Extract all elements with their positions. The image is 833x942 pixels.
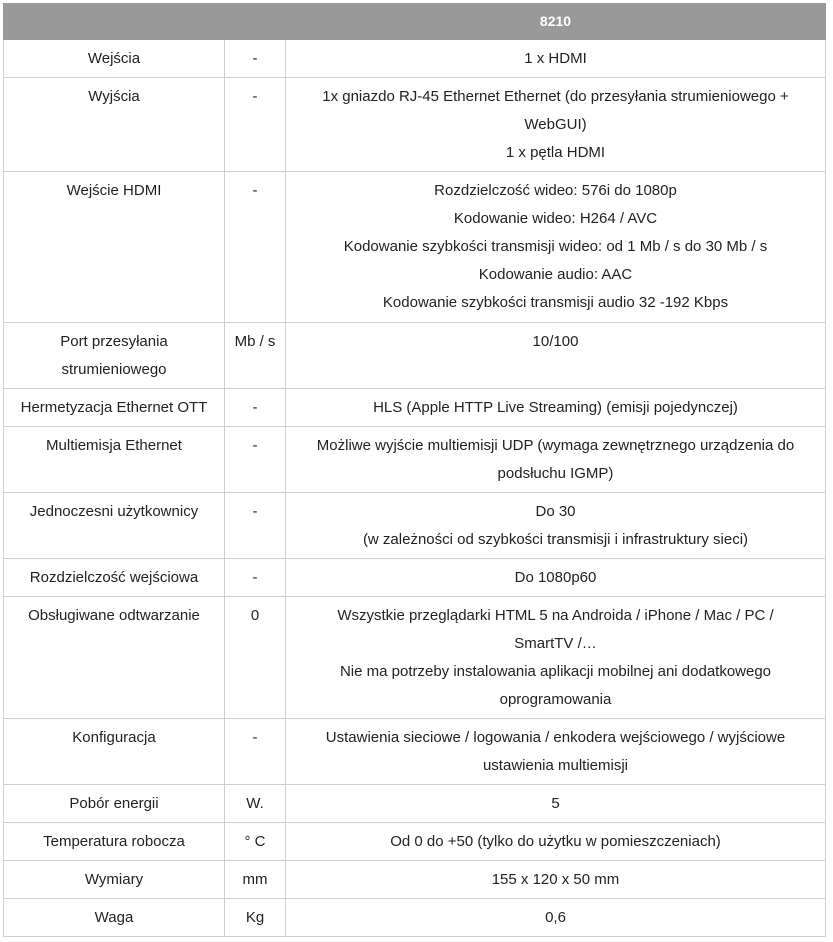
- value-line: Do 30: [535, 503, 576, 520]
- parameter-label: Hermetyzacja Ethernet OTT: [20, 399, 208, 416]
- unit-cell: -: [225, 719, 286, 785]
- table-row: [4, 823, 826, 861]
- parameter-cell: [4, 899, 225, 937]
- table-row: [4, 785, 826, 823]
- value-cell: [286, 785, 826, 823]
- value-line: HLS (Apple HTTP Live Streaming) (emisji pojedynczej): [373, 399, 738, 416]
- value-cell: [286, 861, 826, 899]
- value-line: podsłuchu IGMP): [497, 465, 614, 482]
- value-line: Do 1080p60: [514, 569, 597, 586]
- value-line: Rozdzielczość wideo: 576i do 1080p: [434, 182, 677, 199]
- table-row: [4, 719, 826, 785]
- unit-cell: -: [225, 559, 286, 597]
- value-line: Kodowanie szybkości transmisji audio 32 -192 Kbps: [382, 294, 729, 311]
- parameter-label: Jednoczesni użytkownicy: [29, 503, 199, 520]
- unit-cell: 0: [225, 597, 286, 719]
- parameter-cell: [4, 427, 225, 493]
- value-cell: [286, 78, 826, 172]
- unit-cell: -: [225, 493, 286, 559]
- model-header: 8210: [286, 4, 826, 40]
- value-line: SmartTV /…: [514, 635, 597, 652]
- value-line: (w zależności od szybkości transmisji i infrastruktury sieci): [362, 531, 749, 548]
- parameter-label: Wyjścia: [88, 88, 140, 105]
- value-cell: [286, 40, 826, 78]
- parameter-cell: [4, 40, 225, 78]
- parameter-label: Wymiary: [84, 871, 144, 888]
- value-line: 10/100: [532, 333, 579, 350]
- value-cell: [286, 559, 826, 597]
- value-line: 5: [551, 795, 560, 812]
- unit-cell: -: [225, 389, 286, 427]
- value-cell: [286, 323, 826, 389]
- value-line: Od 0 do +50 (tylko do użytku w pomieszczeniach): [390, 833, 721, 850]
- value-line: Nie ma potrzeby instalowania aplikacji mobilnej ani dodatkowego: [339, 663, 772, 680]
- spec-table-header: [4, 4, 826, 40]
- parameter-label: Wejścia: [87, 50, 141, 67]
- value-line: oprogramowania: [499, 691, 612, 708]
- unit-cell: -: [225, 78, 286, 172]
- table-row: [4, 427, 826, 493]
- table-row: [4, 559, 826, 597]
- header-blank-cell: [225, 4, 286, 40]
- value-cell: [286, 493, 826, 559]
- unit-cell: ° C: [225, 823, 286, 861]
- value-line: Możliwe wyjście multiemisji UDP (wymaga zewnętrznego urządzenia do: [316, 437, 795, 454]
- value-cell: [286, 389, 826, 427]
- value-line: ustawienia multiemisji: [482, 757, 629, 774]
- table-row: [4, 389, 826, 427]
- parameter-label: Port przesyłania: [60, 333, 168, 350]
- parameter-cell: [4, 719, 225, 785]
- table-row: [4, 323, 826, 389]
- table-row: [4, 899, 826, 937]
- parameter-label: Multiemisja Ethernet: [46, 437, 182, 454]
- parameter-label: Konfiguracja: [72, 729, 156, 746]
- value-cell: [286, 172, 826, 323]
- parameter-cell: [4, 78, 225, 172]
- value-cell: [286, 719, 826, 785]
- unit-cell: Mb / s: [225, 323, 286, 389]
- value-line: 0,6: [545, 909, 566, 926]
- parameter-cell: [4, 861, 225, 899]
- parameter-label: Rozdzielczość wejściowa: [29, 569, 199, 586]
- header-blank-cell: [4, 4, 225, 40]
- table-row: [4, 597, 826, 719]
- value-cell: [286, 823, 826, 861]
- parameter-label: Wejście HDMI: [66, 182, 162, 199]
- spec-table: [3, 3, 826, 937]
- value-line: Kodowanie szybkości transmisji wideo: od 1 Mb / s do 30 Mb / s: [343, 238, 768, 255]
- value-line: 1x gniazdo RJ-45 Ethernet Ethernet (do przesyłania strumieniowego +: [322, 88, 789, 105]
- parameter-label: Temperatura robocza: [43, 833, 185, 850]
- spec-table-body: [4, 40, 826, 937]
- value-line: 1 x HDMI: [524, 50, 587, 67]
- table-row: [4, 861, 826, 899]
- parameter-label: Waga: [94, 909, 134, 926]
- table-row: [4, 78, 826, 172]
- table-row: [4, 172, 826, 323]
- value-cell: [286, 899, 826, 937]
- unit-cell: -: [225, 172, 286, 323]
- value-line: WebGUI): [524, 116, 587, 133]
- unit-cell: -: [225, 40, 286, 78]
- value-cell: [286, 597, 826, 719]
- parameter-cell: [4, 389, 225, 427]
- parameter-label: Obsługiwane odtwarzanie: [28, 607, 200, 624]
- unit-cell: mm: [225, 861, 286, 899]
- value-line: Wszystkie przeglądarki HTML 5 na Androida / iPhone / Mac / PC /: [337, 607, 774, 624]
- parameter-label: Pobór energii: [69, 795, 159, 812]
- parameter-cell: [4, 172, 225, 323]
- parameter-cell: [4, 323, 225, 389]
- value-line: 155 x 120 x 50 mm: [491, 871, 620, 888]
- table-row: [4, 493, 826, 559]
- header-row: [4, 4, 826, 40]
- parameter-cell: [4, 559, 225, 597]
- parameter-cell: [4, 785, 225, 823]
- unit-cell: Kg: [225, 899, 286, 937]
- value-line: Ustawienia sieciowe / logowania / enkodera wejściowego / wyjściowe: [325, 729, 786, 746]
- value-cell: [286, 427, 826, 493]
- parameter-label: strumieniowego: [61, 361, 167, 378]
- unit-cell: W.: [225, 785, 286, 823]
- table-row: [4, 40, 826, 78]
- parameter-cell: [4, 597, 225, 719]
- value-line: Kodowanie audio: AAC: [478, 266, 633, 283]
- parameter-cell: [4, 823, 225, 861]
- unit-cell: -: [225, 427, 286, 493]
- value-line: 1 x pętla HDMI: [505, 144, 606, 161]
- parameter-cell: [4, 493, 225, 559]
- value-line: Kodowanie wideo: H264 / AVC: [453, 210, 658, 227]
